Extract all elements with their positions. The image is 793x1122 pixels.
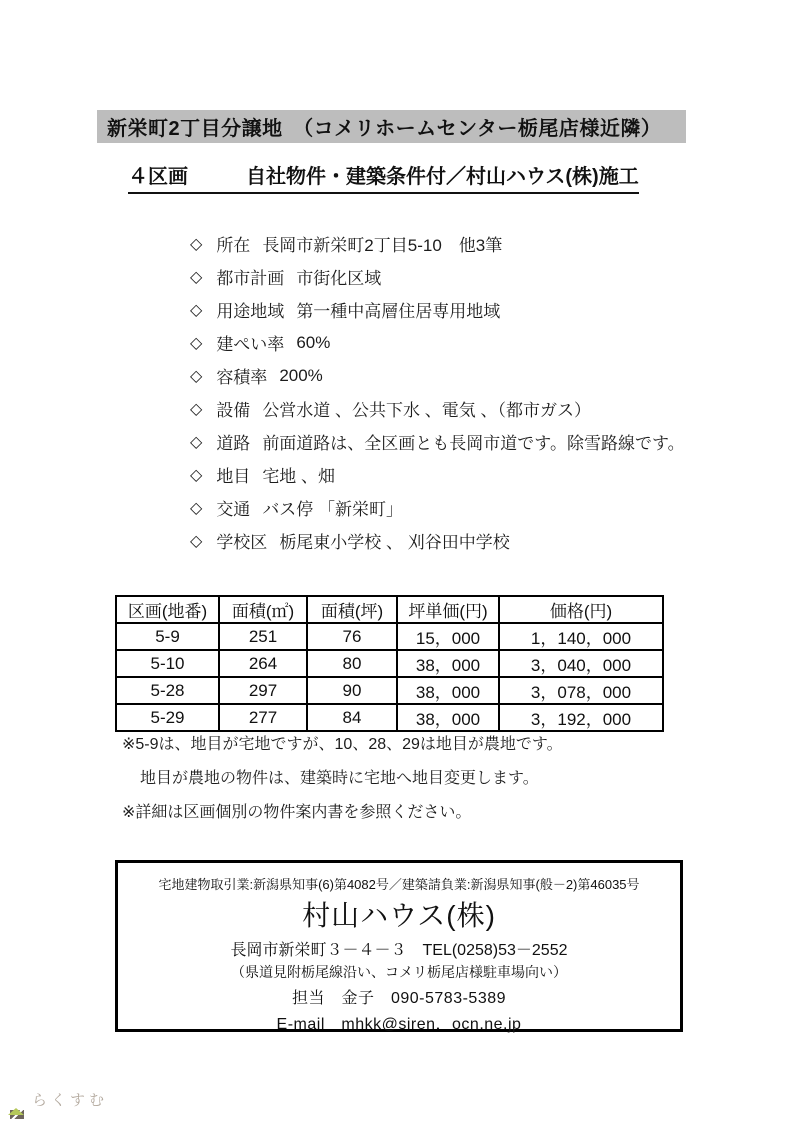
cell-lot: 5-28	[116, 677, 219, 704]
col-header-unit-price: 坪単価(円)	[397, 596, 499, 623]
detail-label: 交通	[216, 500, 251, 519]
detail-value: 60%	[296, 332, 331, 352]
detail-value: 前面道路は、全区画とも長岡市道です。除雪路線です。	[262, 434, 685, 453]
note-see-brochure: ※詳細は区画個別の物件案内書を参照ください。	[122, 803, 472, 821]
detail-label: 用途地域	[216, 302, 285, 321]
license-line: 宅地建物取引業:新潟県知事(6)第4082号／建築請負業:新潟県知事(般－2)第46035号	[158, 877, 640, 892]
detail-value: 公営水道 、公共下水 、電気 、（都市ガス）	[262, 401, 591, 420]
col-header-lot: 区画(地番)	[116, 596, 219, 623]
detail-label: 建ぺい率	[216, 335, 285, 354]
detail-label: 都市計画	[216, 269, 285, 288]
detail-item-road	[190, 425, 685, 458]
cell-price: 3，192，000	[499, 704, 663, 731]
page-title-text: 新栄町2丁目分譲地 （コメリホームセンター栃尾店様近隣）	[107, 118, 662, 140]
address-line: 長岡市新栄町３－４－３ TEL(0258)53－2552	[230, 942, 568, 959]
note-land-category: ※5-9は、地目が宅地ですが、10、28、29は地目が農地です。	[122, 735, 563, 753]
cell-area-sqm: 277	[219, 704, 307, 731]
detail-label: 地目	[216, 467, 251, 486]
cell-lot: 5-10	[116, 650, 219, 677]
diamond-bullet-icon: ◇	[190, 466, 203, 484]
house-logo-icon	[8, 1091, 25, 1109]
subtitle-terms: 自社物件・建築条件付／村山ハウス(株)施工	[246, 166, 639, 188]
detail-item-zoning	[190, 293, 685, 326]
detail-item-utilities	[190, 392, 685, 425]
col-header-area-sqm: 面積(㎡)	[219, 596, 307, 623]
watermark-text: らくすむ	[32, 1092, 109, 1109]
table-row	[116, 650, 663, 677]
property-details-list	[190, 227, 685, 557]
col-header-price: 価格(円)	[499, 596, 663, 623]
cell-area-tsubo: 76	[307, 623, 397, 650]
company-name: 村山ハウス(株)	[302, 900, 496, 931]
detail-value: 第一種中高層住居専用地域	[296, 302, 501, 321]
cell-unit-price: 38，000	[397, 650, 499, 677]
diamond-bullet-icon: ◇	[190, 367, 203, 385]
diamond-bullet-icon: ◇	[190, 400, 203, 418]
company-info-box	[115, 860, 683, 1032]
detail-item-floor-area-ratio	[190, 359, 685, 392]
detail-value: 200%	[279, 365, 323, 385]
diamond-bullet-icon: ◇	[190, 499, 203, 517]
cell-price: 3，078，000	[499, 677, 663, 704]
detail-label: 学校区	[216, 533, 268, 552]
diamond-bullet-icon: ◇	[190, 301, 203, 319]
detail-item-transport	[190, 491, 685, 524]
detail-label: 容積率	[216, 368, 268, 387]
detail-value: 宅地 、畑	[262, 467, 336, 486]
detail-item-location	[190, 227, 685, 260]
cell-lot: 5-9	[116, 623, 219, 650]
diamond-bullet-icon: ◇	[190, 268, 203, 286]
detail-value: バス停 「新栄町」	[262, 500, 404, 519]
diamond-bullet-icon: ◇	[190, 532, 203, 550]
detail-item-school-district	[190, 524, 685, 557]
email-line: E-mail mhkk@siren．ocn.ne.jp	[276, 1016, 522, 1033]
cell-area-sqm: 264	[219, 650, 307, 677]
subtitle-lot-count: ４区画	[128, 166, 188, 188]
note-land-change: 地目が農地の物件は、建築時に宅地へ地目変更します。	[140, 769, 539, 787]
detail-item-building-coverage	[190, 326, 685, 359]
detail-item-land-category	[190, 458, 685, 491]
detail-value: 市街化区域	[296, 269, 382, 288]
cell-area-tsubo: 80	[307, 650, 397, 677]
page-title	[97, 110, 686, 143]
price-table	[115, 595, 664, 732]
cell-unit-price: 38，000	[397, 677, 499, 704]
detail-label: 道路	[216, 434, 251, 453]
detail-label: 所在	[216, 236, 251, 255]
contact-line: 担当 金子 090-5783-5389	[291, 990, 507, 1007]
table-row	[116, 677, 663, 704]
subtitle	[128, 160, 639, 194]
cell-unit-price: 38，000	[397, 704, 499, 731]
cell-price: 1，140，000	[499, 623, 663, 650]
landmark-line: （県道見附栃尾線沿い、コメリ栃尾店様駐車場向い）	[231, 964, 567, 980]
cell-area-tsubo: 90	[307, 677, 397, 704]
cell-area-sqm: 251	[219, 623, 307, 650]
detail-item-city-planning	[190, 260, 685, 293]
rakusumu-watermark	[8, 1089, 108, 1110]
detail-value: 栃尾東小学校 、 刈谷田中学校	[279, 533, 510, 552]
cell-lot: 5-29	[116, 704, 219, 731]
cell-price: 3，040，000	[499, 650, 663, 677]
detail-label: 設備	[216, 401, 251, 420]
diamond-bullet-icon: ◇	[190, 235, 203, 253]
cell-unit-price: 15，000	[397, 623, 499, 650]
diamond-bullet-icon: ◇	[190, 334, 203, 352]
diamond-bullet-icon: ◇	[190, 433, 203, 451]
table-row	[116, 623, 663, 650]
notes	[122, 725, 563, 827]
cell-area-tsubo: 84	[307, 704, 397, 731]
col-header-area-tsubo: 面積(坪)	[307, 596, 397, 623]
detail-value: 長岡市新栄町2丁目5-10 他3筆	[262, 236, 503, 255]
price-table-header-row	[116, 596, 663, 623]
cell-area-sqm: 297	[219, 677, 307, 704]
